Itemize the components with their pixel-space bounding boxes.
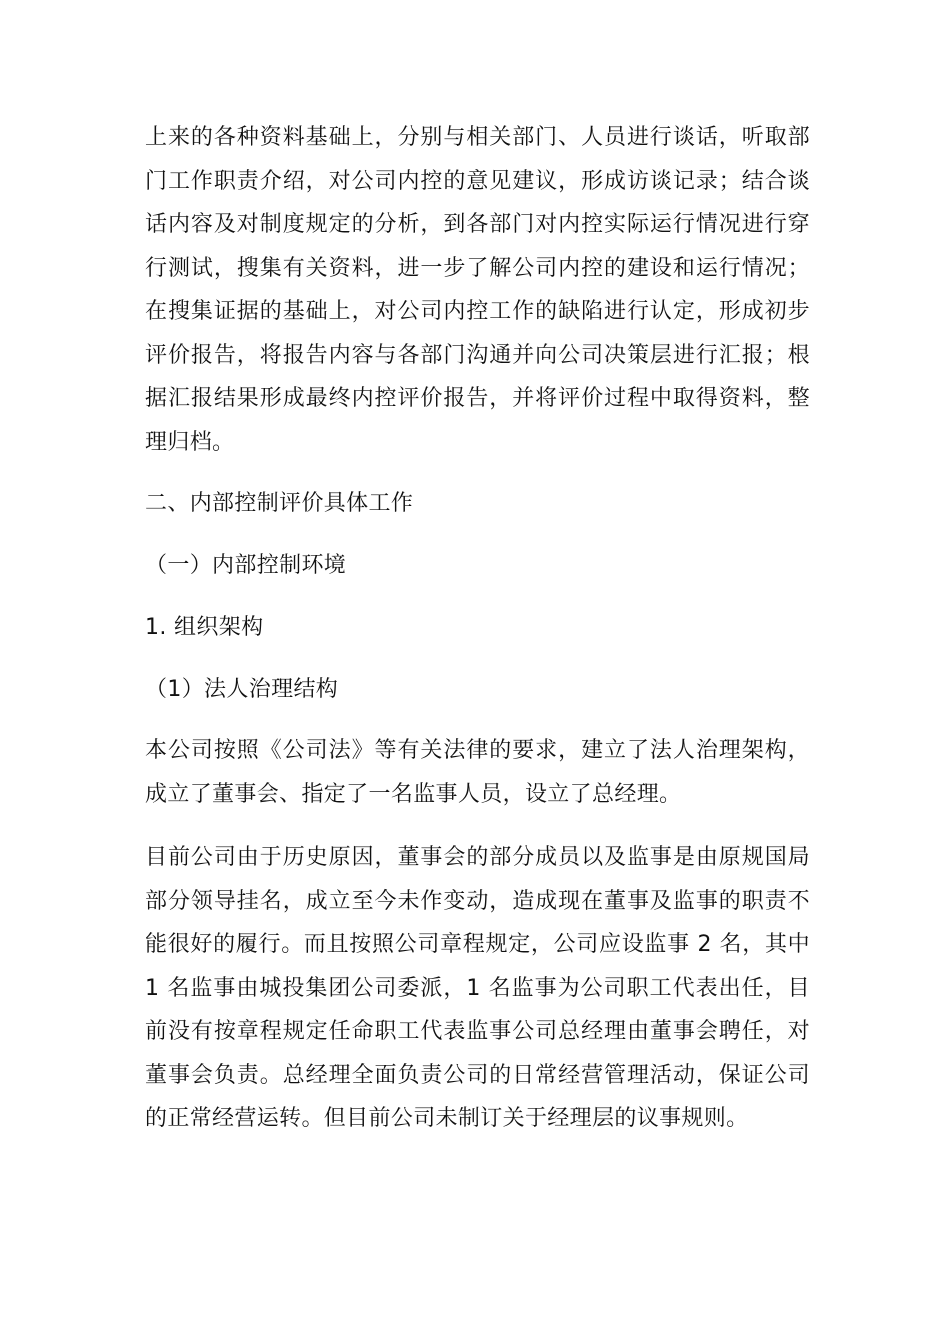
paragraph-governance-issues: 目前公司由于历史原因，董事会的部分成员以及监事是由原规国局部分领导挂名，成立至今未作变动，造成现在董事及监事的职责不能很好的履行。而且按照公司章程规定，公司应设监事 2 名，其中 1 名监事由城投集团公司委派，1 名监事为公司职工代表出任，目前没有按章程规定任命职工代表监事公司总经理由董事会聘任，对董事会负责。总经理全面负责公司的日常经营管理活动，保证公司的正常经营运转。但目前公司未制订关于经理层的议事规则。 [145, 845, 810, 1131]
paragraph-governance-structure: 本公司按照《公司法》等有关法律的要求，建立了法人治理架构，成立了董事会、指定了一名监事人员，设立了总经理。 [145, 738, 810, 807]
section-heading-internal-control-evaluation: 二、内部控制评价具体工作 [145, 491, 414, 516]
document-body [145, 116, 810, 1141]
subitem-heading-corporate-governance: （1）法人治理结构 [145, 676, 339, 702]
item-heading-organization-structure: 1. 组织架构 [145, 615, 264, 640]
paragraph-evaluation-process: 上来的各种资料基础上，分别与相关部门、人员进行谈话，听取部门工作职责介绍，对公司内控的意见建议，形成访谈记录；结合谈话内容及对制度规定的分析，到各部门对内控实际运行情况进行穿行测试，搜集有关资料，进一步了解公司内控的建设和运行情况；在搜集证据的基础上，对公司内控工作的缺陷进行认定，形成初步评价报告，将报告内容与各部门沟通并向公司决策层进行汇报；根据汇报结果形成最终内控评价报告，并将评价过程中取得资料，整理归档。 [145, 125, 810, 455]
subsection-heading-control-environment: （一）内部控制环境 [145, 552, 347, 578]
